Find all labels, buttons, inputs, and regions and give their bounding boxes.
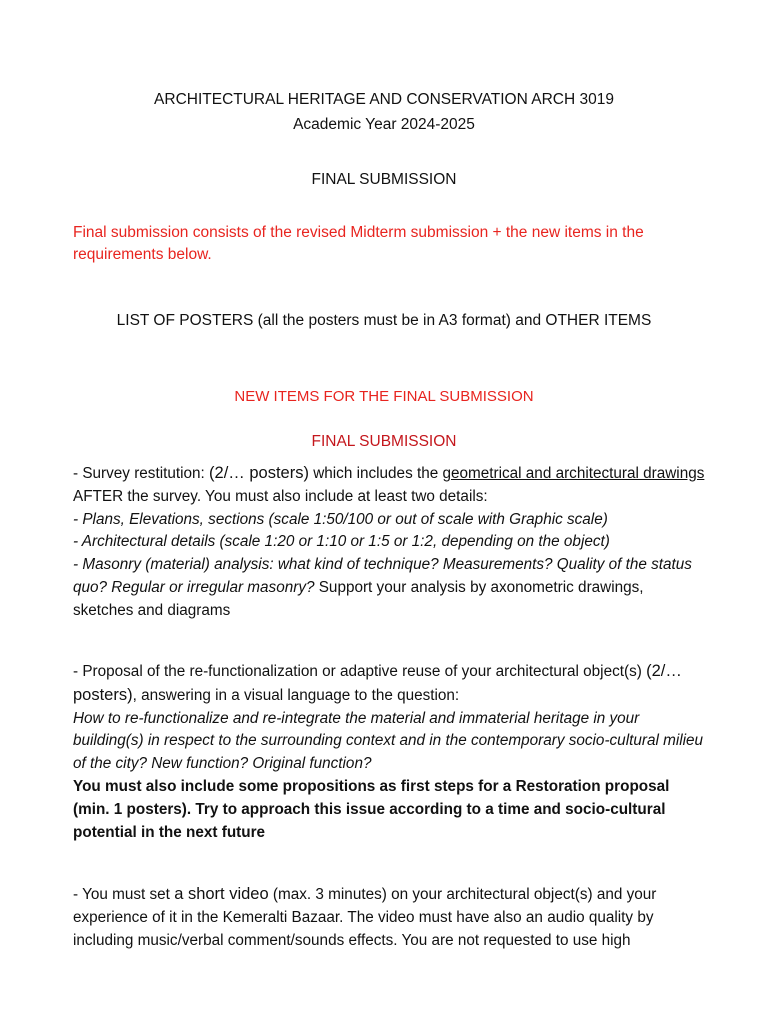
video-section: [73, 883, 705, 952]
proposal-tail: , answering in a visual language to the question:: [132, 686, 460, 704]
final-submission-subtitle: FINAL SUBMISSION: [311, 433, 457, 450]
survey-posters: (2/… posters): [209, 464, 309, 482]
video-highlight: a short video: [174, 885, 269, 903]
proposal-section: [73, 660, 705, 844]
survey-item-details: - Architectural details (scale 1:20 or 1:10 or 1:5 or 1:2, depending on the object): [73, 533, 610, 551]
new-items-title: NEW ITEMS FOR THE FINAL SUBMISSION: [234, 388, 534, 405]
survey-mid: which includes the: [308, 465, 443, 482]
proposal-posters: (2/… posters): [73, 662, 682, 704]
survey-lead: - Survey restitution:: [73, 465, 210, 482]
proposal-paragraph: [73, 660, 705, 708]
course-title: ARCHITECTURAL HERITAGE AND CONSERVATION ARCH 3019: [154, 91, 614, 108]
video-tail: (max. 3 minutes) on your architectural object(s) and your experience of it in the Kemeralti Bazaar. The video must have also an audio quality by including music/verbal comment/sounds effects. You are not requested to use high: [73, 886, 657, 949]
survey-item-masonry: [73, 554, 705, 622]
video-lead: - You must set: [73, 886, 175, 903]
proposal-restoration: You must also include some propositions as first steps for a Restoration proposal (min. 1 posters). Try to approach this issue according to a time and socio-cultural potential in the next future: [73, 777, 670, 841]
survey-item-masonry-italic: - Masonry (material) analysis: what kind of technique? Measurements? Quality of the status quo? Regular or irregular masonry?: [73, 556, 692, 596]
survey-tail: AFTER the survey. You must also include at least two details:: [73, 487, 488, 505]
intro-note: Final submission consists of the revised Midterm submission + the new items in the requirements below.: [73, 224, 644, 263]
survey-section: [73, 462, 705, 623]
video-paragraph: [73, 883, 705, 952]
survey-paragraph: [73, 462, 705, 509]
academic-year: Academic Year 2024-2025: [293, 116, 475, 133]
proposal-question: How to re-functionalize and re-integrate the material and immaterial heritage in your building(s) in respect to the surrounding context and in the contemporary socio-cultural milieu of the city? New function? Original function?: [73, 709, 704, 773]
proposal-lead: - Proposal of the re-functionalization or adaptive reuse of your architectural object(s): [73, 663, 647, 680]
final-submission-heading: FINAL SUBMISSION: [311, 171, 457, 188]
survey-underlined: geometrical and architectural drawings: [442, 465, 705, 482]
survey-item-masonry-tail: Support your analysis by axonometric drawings, sketches and diagrams: [73, 578, 644, 619]
posters-title: LIST OF POSTERS (all the posters must be in A3 format) and OTHER ITEMS: [116, 312, 652, 329]
survey-item-plans: - Plans, Elevations, sections (scale 1:50/100 or out of scale with Graphic scale): [73, 510, 608, 528]
